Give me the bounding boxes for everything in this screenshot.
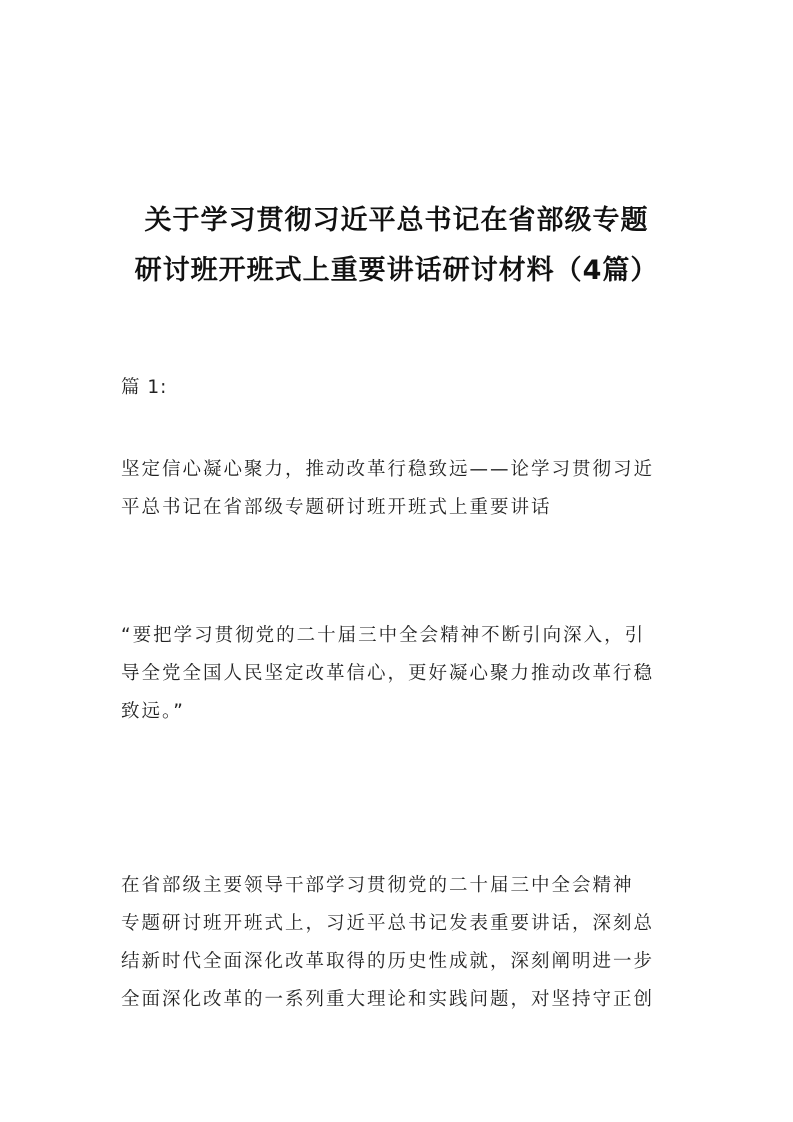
article-subtitle bbox=[121, 451, 681, 527]
quote-line-2: 导全党全国人民坚定改革信心，更好凝心聚力推动改革行稳 bbox=[121, 663, 655, 684]
paragraph-line-4: 全面深化改革的一系列重大理论和实践问题，对坚持守正创 bbox=[121, 989, 655, 1010]
body-paragraph bbox=[121, 867, 681, 1019]
quote-line-3: 致远。” bbox=[121, 701, 185, 722]
title-line-1: 关于学习贯彻习近平总书记在省部级专题 bbox=[144, 205, 649, 236]
title-line-2: 研讨班开班式上重要讲话研讨材料（4篇） bbox=[134, 255, 659, 286]
paragraph-line-2: 专题研讨班开班式上，习近平总书记发表重要讲话，深刻总 bbox=[121, 913, 655, 934]
chapter-label: 篇 1: bbox=[121, 377, 168, 398]
subtitle-line-2: 平总书记在省部级专题研讨班开班式上重要讲话 bbox=[121, 497, 552, 518]
quote-line-1: “要把学习贯彻党的二十届三中全会精神不断引向深入，引 bbox=[121, 625, 646, 646]
paragraph-line-1: 在省部级主要领导干部学习贯彻党的二十届三中全会精神 bbox=[121, 875, 634, 896]
paragraph-line-3: 结新时代全面深化改革取得的历史性成就，深刻阐明进一步 bbox=[121, 951, 655, 972]
subtitle-line-1: 坚定信心凝心聚力，推动改革行稳致远——论学习贯彻习近 bbox=[121, 459, 655, 480]
opening-quote bbox=[121, 617, 681, 731]
document-title bbox=[100, 196, 693, 296]
